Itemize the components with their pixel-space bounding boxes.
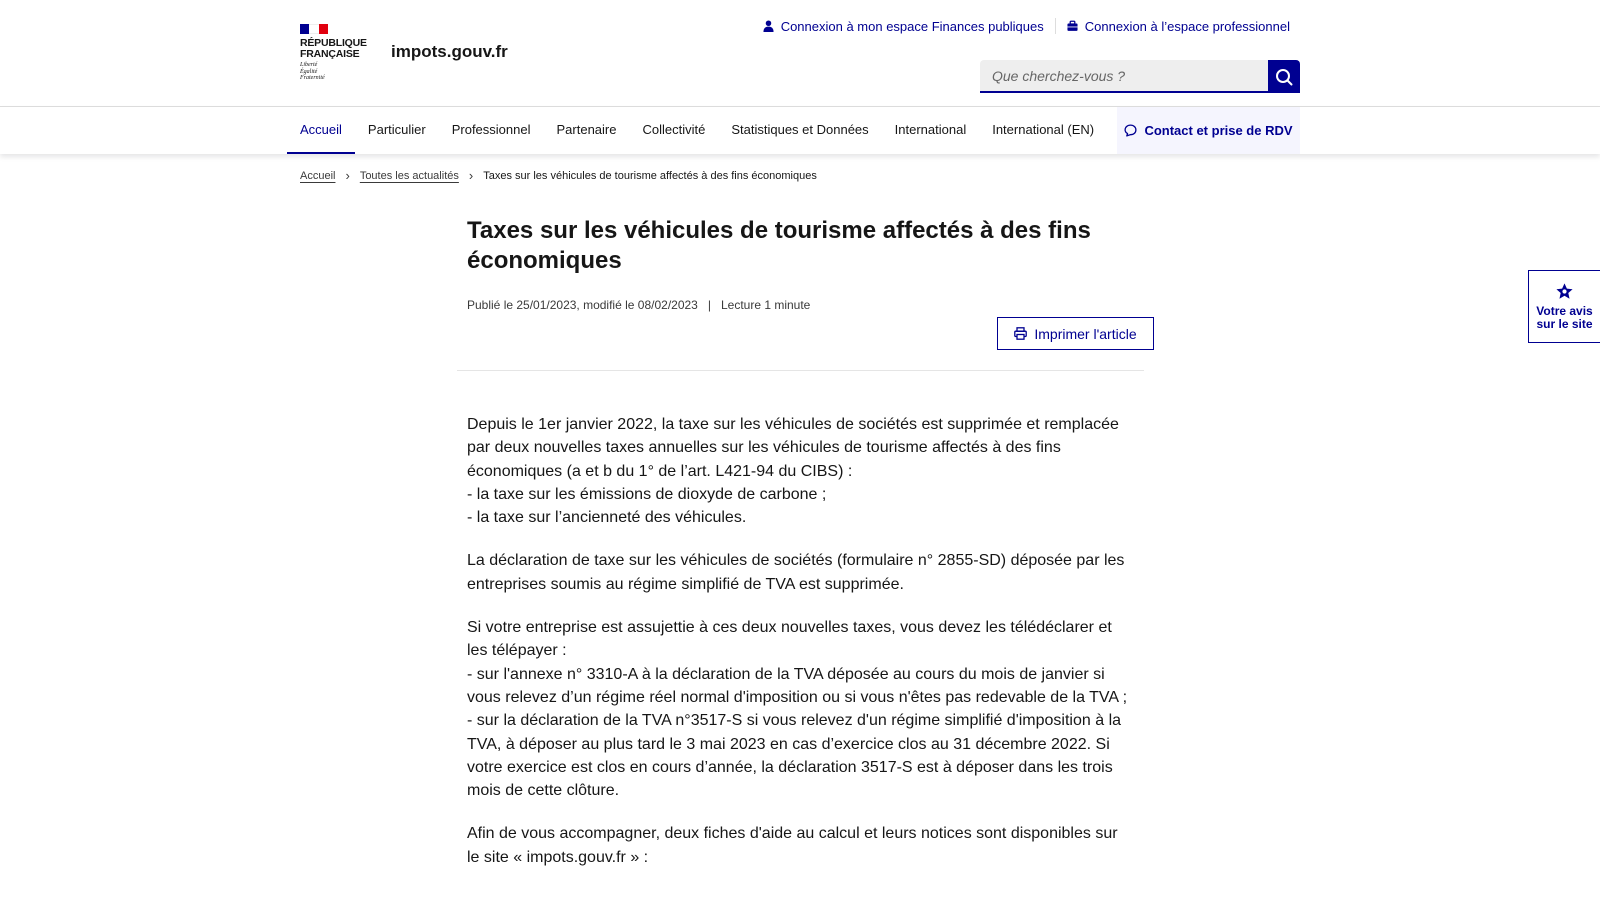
article-meta <box>467 298 810 312</box>
article-body <box>467 413 1132 889</box>
login-particulier-label: Connexion à mon espace Finances publiques <box>780 18 1044 34</box>
article-paragraph: Afin de vous accompagner, deux fiches d'aide au calcul et leurs notices sont disponibles sur le site « impots.gouv.fr » : <box>467 825 1118 866</box>
main-navigation <box>0 107 1600 154</box>
logo-motto: Liberté Égalité Fraternité <box>300 62 325 81</box>
contact-rdv-button[interactable] <box>1117 107 1300 154</box>
print-article-button[interactable] <box>997 317 1154 350</box>
breadcrumb-home-link[interactable]: Accueil <box>300 169 336 182</box>
french-flag-icon <box>300 24 328 34</box>
nav-item-statistiques[interactable]: Statistiques et Données <box>731 122 869 137</box>
feedback-button[interactable] <box>1528 270 1600 343</box>
search-button[interactable] <box>1268 60 1300 93</box>
chat-bubble-icon <box>1124 124 1137 137</box>
search-icon <box>1275 68 1293 86</box>
chevron-right-icon: › <box>345 168 350 183</box>
chevron-right-icon: › <box>468 168 474 183</box>
nav-item-accueil[interactable]: Accueil <box>287 107 355 154</box>
printer-icon <box>1014 327 1027 340</box>
nav-item-international[interactable]: International <box>894 122 967 137</box>
feedback-label: Votre avis sur le site <box>1536 304 1593 331</box>
user-icon <box>763 20 774 32</box>
nav-item-collectivite[interactable]: Collectivité <box>642 122 706 137</box>
login-professionnel-label: Connexion à l’espace professionnel <box>1084 18 1290 34</box>
nav-item-professionnel[interactable]: Professionnel <box>451 122 531 137</box>
article-paragraph: Depuis le 1er janvier 2022, la taxe sur les véhicules de sociétés est supprimée et remplacée par deux nouvelles taxes annuelles sur les véhicules de tourisme affectés à des fins économiques (a et b du 1° de l’art. L421-94 du CIBS) : - la taxe sur les émissions de dioxyde de carbone ; - la taxe sur l’ancienneté des véhicules. <box>467 416 1119 527</box>
page-title: Taxes sur les véhicules de tourisme affectés à des fins économiques <box>467 217 1091 274</box>
article-divider <box>457 370 1144 371</box>
contact-rdv-label: Contact et prise de RDV <box>1144 123 1293 138</box>
print-article-label: Imprimer l'article <box>1034 325 1137 342</box>
nav-item-international-en[interactable]: International (EN) <box>992 122 1095 137</box>
search-bar <box>980 60 1300 93</box>
logo-title: RÉPUBLIQUE FRANÇAISE <box>300 37 367 60</box>
nav-item-partenaire[interactable]: Partenaire <box>556 122 617 137</box>
header-toplinks <box>763 18 1290 34</box>
reading-time: Lecture 1 minute <box>720 298 811 312</box>
toplinks-divider <box>1055 18 1056 34</box>
article-paragraph: La déclaration de taxe sur les véhicules de sociétés (formulaire n° 2855-SD) déposée par les entreprises soumis au régime simplifié de TVA est supprimée. <box>467 552 1125 593</box>
site-header <box>0 0 1600 107</box>
article-paragraph: Si votre entreprise est assujettie à ces deux nouvelles taxes, vous devez les télédéclarer et les télépayer : - sur l'annexe n° 3310-A à la déclaration de la TVA déposée au cours du mois de janvier si vous relevez d’un régime réel normal d'imposition ou si vous n'êtes pas redevable de la TVA ; - sur la déclaration de la TVA n°3517-S si vous relevez d'un régime simplifié d'imposition à la TVA, à déposer au plus tard le 3 mai 2023 en cas d’exercice clos au 31 décembre 2022. Si votre exercice est clos en cours d’année, la déclaration 3517-S est à déposer dans les trois mois de cette clôture. <box>467 619 1128 800</box>
breadcrumb-current: Taxes sur les véhicules de tourisme affectés à des fins économiques <box>483 169 817 182</box>
login-particulier-link[interactable] <box>763 19 1044 34</box>
site-name-link[interactable]: impots.gouv.fr <box>391 42 508 61</box>
meta-separator: | <box>707 298 711 312</box>
nav-item-particulier[interactable]: Particulier <box>367 122 426 137</box>
publication-date: Publié le 25/01/2023, modifié le 08/02/2023 <box>467 298 698 312</box>
login-professionnel-link[interactable] <box>1067 19 1290 34</box>
breadcrumb-news-link[interactable]: Toutes les actualités <box>359 169 459 182</box>
star-icon <box>1555 282 1574 301</box>
search-input[interactable] <box>980 60 1268 93</box>
breadcrumb <box>300 168 817 183</box>
briefcase-icon <box>1067 20 1078 32</box>
republique-francaise-logo[interactable] <box>300 24 370 82</box>
